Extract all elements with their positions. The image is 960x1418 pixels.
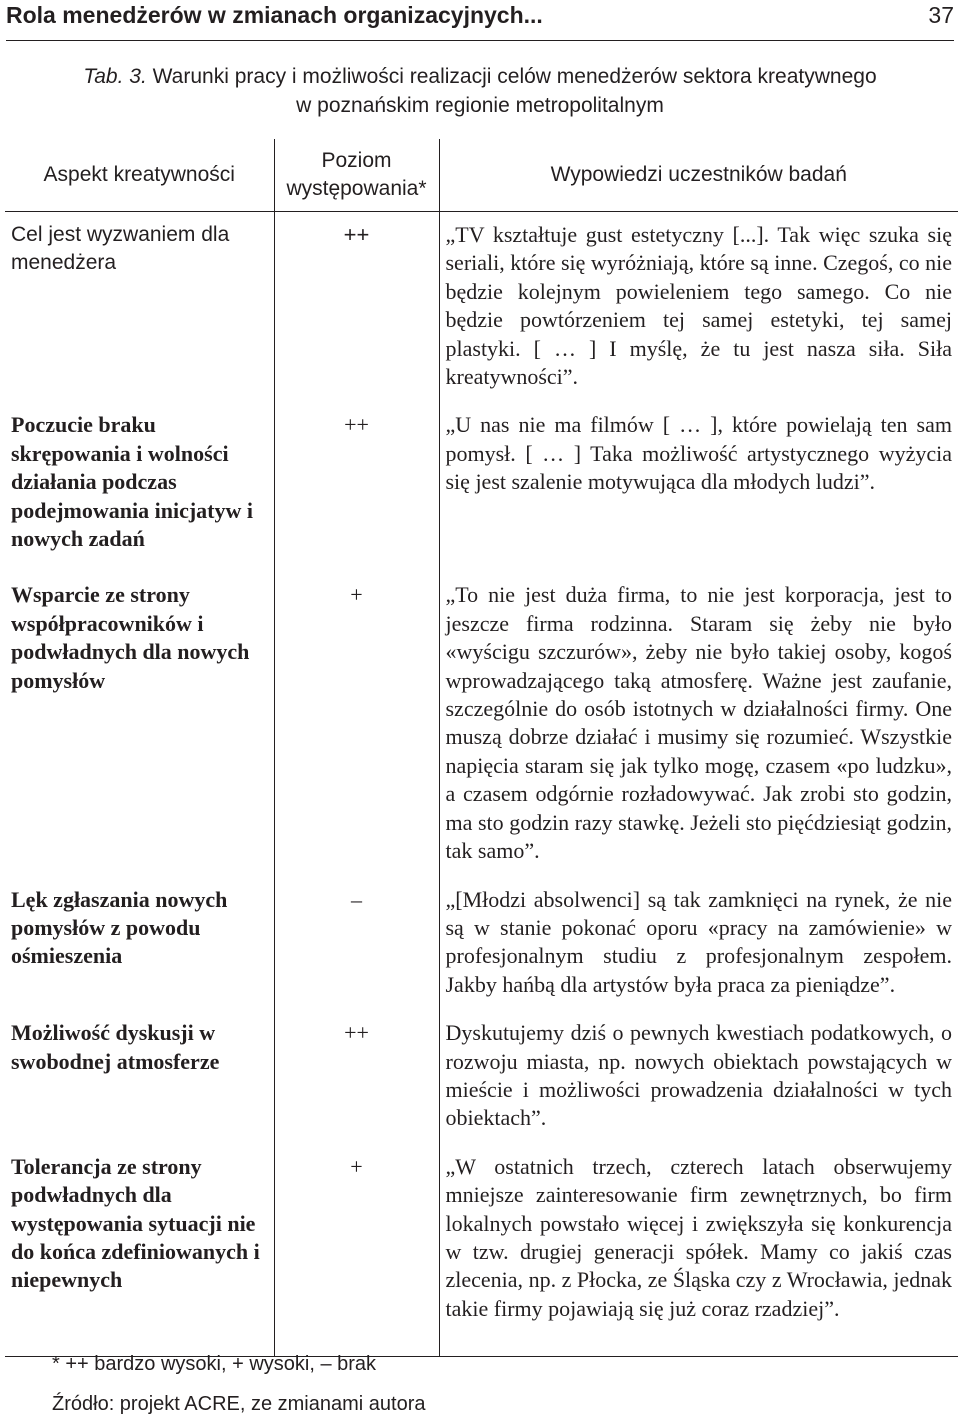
table-row: [5, 402, 958, 572]
creativity-table: [5, 139, 958, 1357]
table-footnote: * ++ bardzo wysoki, + wysoki, – brak: [52, 1353, 377, 1375]
table-source: Źródło: projekt ACRE, ze zmianami autora: [52, 1393, 426, 1415]
statement-cell: „[Młodzi absolwenci] są tak zamknięci na rynek, że nie są w stanie pokonać oporu «pracy na zamówienie» w profesjonalnym studiu z profesjonalnym zespołem. Jakby hańbą dla artystów była praca za pieniądze”.: [445, 886, 952, 997]
caption-line-2: w poznańskim regionie metropolitalnym: [296, 94, 664, 117]
aspect-cell: Lęk zgłaszania nowych pomysłów z powodu ośmieszenia: [5, 877, 274, 1011]
table-caption: [0, 62, 960, 120]
header-statements: Wypowiedzi uczestników badań: [439, 139, 958, 212]
level-cell: ++: [274, 212, 439, 403]
table-row: [5, 212, 958, 403]
header-level: Poziom występowania*: [274, 139, 439, 212]
statement-cell: „U nas nie ma filmów [ … ], które powielają ten sam pomysł. [ … ] Taka możliwość artystycznego wyżycia się jest szalenie motywująca dla młodych ludzi”.: [445, 412, 952, 495]
table-row: [5, 1010, 958, 1144]
statement-cell: „TV kształtuje gust estetyczny [...]. Tak więc szuka się seriali, które się wyróżniają, które są inne. Czegoś, co nie będzie kolejnym powieleniem tego samego. Co nie będzie powtórzeniem tej samej estetyki, tej samej plastyki. [ … ] I myślę, że tu jest nasza siła. Siła kreatywności”.: [445, 222, 952, 390]
statement-cell: Dyskutujemy dziś o pewnych kwestiach podatkowych, o rozwoju miasta, np. nowych obiektach powstających w mieście i możliwości prowadzenia działalności w tych obiektach”.: [445, 1020, 952, 1131]
level-cell: +: [274, 572, 439, 876]
table-row: [5, 572, 958, 876]
level-cell: +: [274, 1144, 439, 1357]
statement-cell: „To nie jest duża firma, to nie jest korporacja, jest to jeszcze firma rodzinna. Staram się żeby nie było «wyścigu szczurów», żeby nie było takiej osoby, kogoś wprowadzającego taką atmosferę. Ważne jest zaufanie, szczególnie do osób istotnych w działalności firmy. One muszą dobrze działać i musimy się rozumieć. Wszystkie napięcia staram się jak tylko mogę, czasem «po ludzku», a czasem odgórnie rozładowywać. Jak zrobi sto godzin, ma sto godzin razy stawkę. Jeżeli sto pięćdziesiąt godzin, tak samo”.: [445, 582, 952, 864]
aspect-cell: Możliwość dyskusji w swobodnej atmosferze: [5, 1010, 274, 1144]
aspect-cell: Poczucie braku skrępowania i wolności działania podczas podejmowania inicjatyw i nowych zadań: [5, 402, 274, 572]
header-aspect: Aspekt kreatywności: [5, 139, 274, 212]
aspect-cell: Cel jest wyzwaniem dla menedżera: [5, 212, 274, 403]
running-title: Rola menedżerów w zmianach organizacyjnych...: [6, 2, 543, 28]
aspect-cell: Tolerancja ze strony podwładnych dla występowania sytuacji nie do końca zdefiniowanych i niepewnych: [5, 1144, 274, 1357]
caption-line-1: [0, 62, 960, 91]
table-label: Tab. 3.: [83, 65, 147, 88]
table-row: [5, 877, 958, 1011]
table-header-row: [5, 139, 958, 212]
table-row: [5, 1144, 958, 1357]
level-cell: ++: [274, 402, 439, 572]
page-number: 37: [928, 2, 954, 28]
aspect-cell: Wsparcie ze strony współpracowników i podwładnych dla nowych pomysłów: [5, 572, 274, 876]
statement-cell: „W ostatnich trzech, czterech latach obserwujemy mniejsze zainteresowanie firm zewnętrznych, bo firm lokalnych powstało więcej i zwiększyła się konkurencja w tzw. drugiej generacji spółek. Mamy co jakiś czas zlecenia, np. z Płocka, ze Śląska czy z Wrocławia, jednak takie firmy pojawiają się już coraz rzadziej”.: [439, 1144, 958, 1357]
level-cell: –: [274, 877, 439, 1011]
running-header: [6, 0, 954, 41]
level-cell: ++: [274, 1010, 439, 1144]
caption-text-1: Warunki pracy i możliwości realizacji celów menedżerów sektora kreatywnego: [152, 65, 877, 88]
